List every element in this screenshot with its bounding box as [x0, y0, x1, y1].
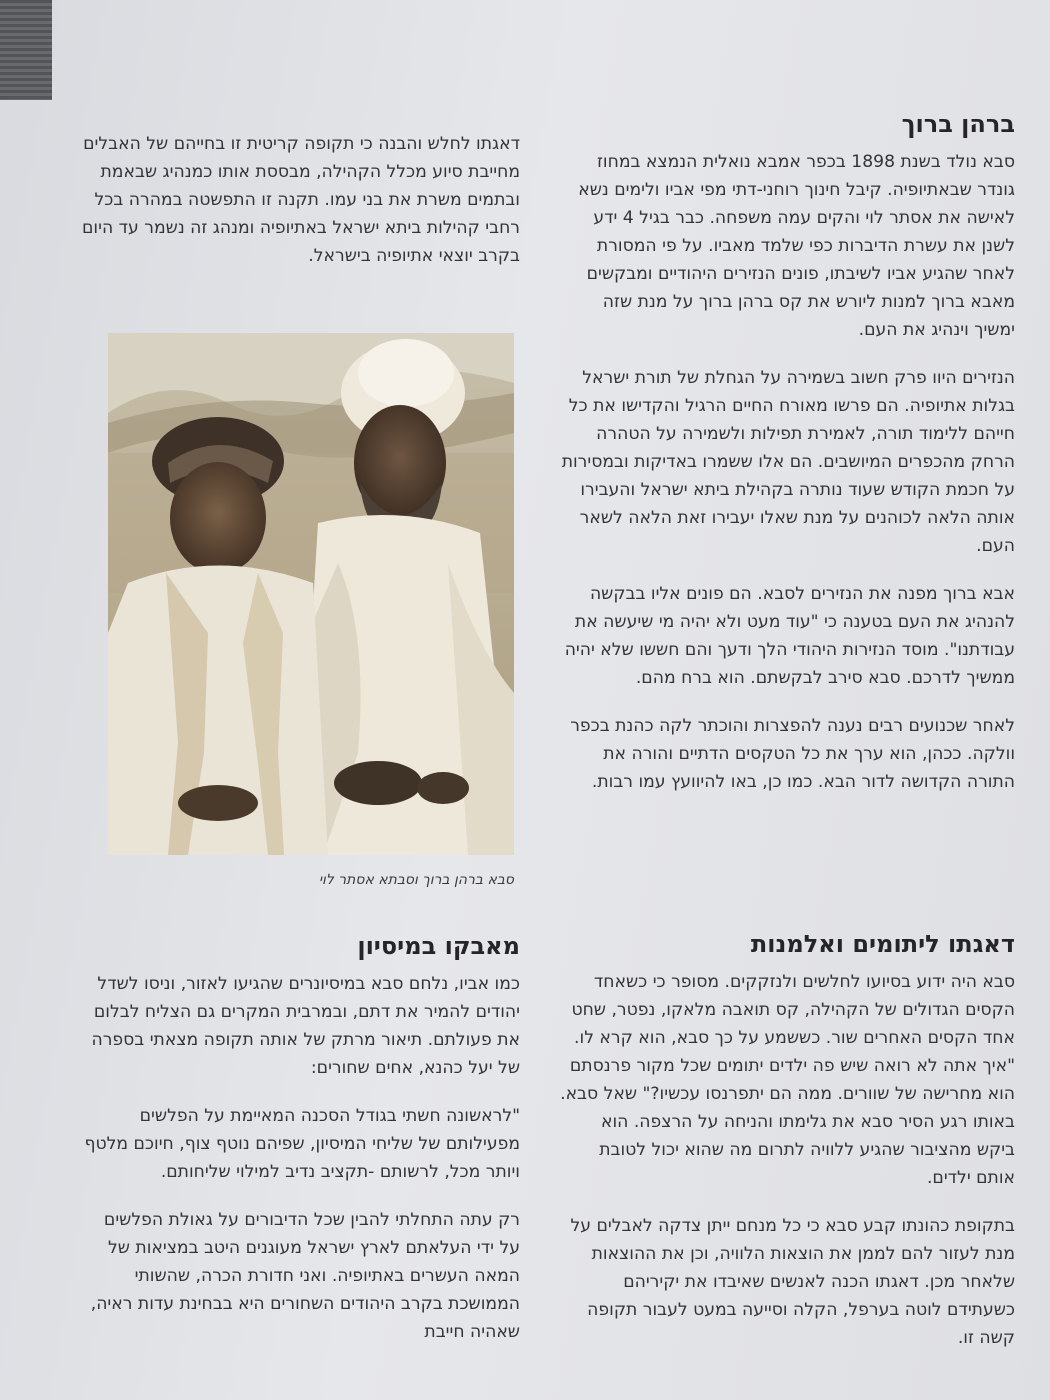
right-column [560, 110, 1015, 816]
right-column-section-orphans [560, 930, 1015, 1372]
page-edge-shadow [0, 0, 52, 100]
section-heading-orphans: דאגתו ליתומים ואלמנות [750, 930, 1015, 958]
section-heading-berhan-baruch: ברהן ברוך [901, 110, 1015, 138]
paragraph: הנזירים היוו פרק חשוב בשמירה על הגחלת של תורת ישראל בגלות אתיופיה. הם פרשו מאורח החיים הרגיל והקדישו את כל חייהם ללימוד תורה, לאמירת תפילות ולשמירה על הטהרה הרחק מהכפרים המיושבים. הם אלו ששמרו באדיקות ובמסירות על חכמת הקודש שעוד נותרה בקהילת ביתא ישראל והעבירו אותה הלאה לכוהנים על מנת שאלו יעבירו זאת הלאה לשאר העם. [561, 368, 1015, 556]
photo-caption: סבא ברהן ברוך וסבתא אסתר לוי [318, 872, 514, 888]
paragraph: בתקופת כהונתו קבע סבא כי כל מנחם ייתן צדקה לאבלים על מנת לעזור להם לממן את הוצאות הלוויה, וכן את ההוצאות שלאחר מכן. דאגתו הכנה לאנשים שאיבדו את יקיריהם כשעתידם לוטה בערפל, הקלה וסייעה במעט לעבור תקופה קשה זו. [570, 1216, 1015, 1348]
paragraph: סבא נולד בשנת 1898 בכפר אמבא נואלית הנמצא במחוז גונדר שבאתיופיה. קיבל חינוך רוחני-דתי מפי אביו ולימים נשא לאישה את אסתר לוי והקים עמה משפחה. כבר בגיל 4 ידע לשנן את עשרת הדיברות כפי שלמד מאביו. על פי המסורת לאחר שהגיע אביו לשיבתו, פונים הנזירים היהודיים ומבקשים מאבא ברוך למנות ליורש את קס ברהן ברוך על מנת שזה ימשיך וינהיג את העם. [578, 152, 1015, 340]
paragraph: לאחר שכנועים רבים נענה להפצרות והוכתר לקה כהנת בכפר וולקה. ככהן, הוא ערך את כל הטקסים הדתיים והורה את התורה הקדושה לדור הבא. כמו כן, באו להיוועץ עמו רבות. [570, 716, 1015, 792]
sepia-portrait-photo [108, 333, 514, 855]
left-column-section-mission [80, 932, 520, 1366]
paragraph: סבא היה ידוע בסיועו לחלשים ולנזקקים. מסופר כי כשאחד הקסים הגדולים של הקהילה, קס תואבה מלאקו, נפטר, שחט אחד הקסים האחרים שור. כששמע על כך סבא, הוא קרא לו. "איך אתה לא רואה שיש פה ילדים יתומים שכל מקור פרנסתם הוא מחרישה של שוורים. ממה הם יתפרנסו עכשיו?" שאל סבא. באותו רגע הסיר סבא את גלימתו והניחה על הרצפה. הוא ביקש מהציבור שהגיע ללוויה לתרום מה שהוא יכול לטובת אותם ילדים. [560, 972, 1015, 1188]
paragraph: כמו אביו, נלחם סבא במיסיונרים שהגיעו לאזור, וניסו לשדל יהודים להמיר את דתם, ובמרבית המקרים גם הצליח לבלום את פעולתם. תיאור מרתק של אותה תקופה מצאתי בספרה של יעל כהנא, אחים שחורים: [91, 974, 520, 1078]
quote-paragraph: "לראשונה חשתי בגודל הסכנה המאיימת על הפלשים מפעילותם של שליחי המיסיון, שפיהם נוטף צוף, חיוכם מלטף ויותר מכל, לרשותם -תקציב נדיב למילוי שליחותם. [84, 1106, 520, 1182]
paragraph: דאגתו לחלש והבנה כי תקופה קריטית זו בחייהם של האבלים מחייבת סיוע מכלל הקהילה, מבססת אותו כמנהיג שבאמת ובתמים משרת את בני עמו. תקנה זו התפשטה במהרה בכל רחבי קהילות ביתא ישראל באתיופיה ומנהג זה נשמר עד היום בקרב יוצאי אתיופיה בישראל. [82, 134, 520, 266]
paragraph: רק עתה התחלתי להבין שכל הדיבורים על גאולת הפלשים על ידי העלאתם לארץ ישראל מעוגנים היטב במציאות של המאה העשרים באתיופיה. ואני חדורת הכרה, שהשותי הממושכת בקרב היהודים השחורים היא בבחינת עדות ראיה, שאהיה חייבת [90, 1210, 520, 1342]
section-heading-mission: מאבקו במיסיון [357, 932, 520, 960]
photo-illustration [108, 333, 514, 855]
paragraph: אבא ברוך מפנה את הנזירים לסבא. הם פונים אליו בבקשה להנהיג את העם בטענה כי "עוד מעט ולא יהיה מי שיעשה את עבודתנו". מוסד הנזירות היהודי הלך ודעך והם חששו שלא יהיה ממשיך לדרכם. סבא סירב לבקשתם. הוא ברח מהם. [564, 584, 1015, 688]
left-column [80, 130, 520, 290]
